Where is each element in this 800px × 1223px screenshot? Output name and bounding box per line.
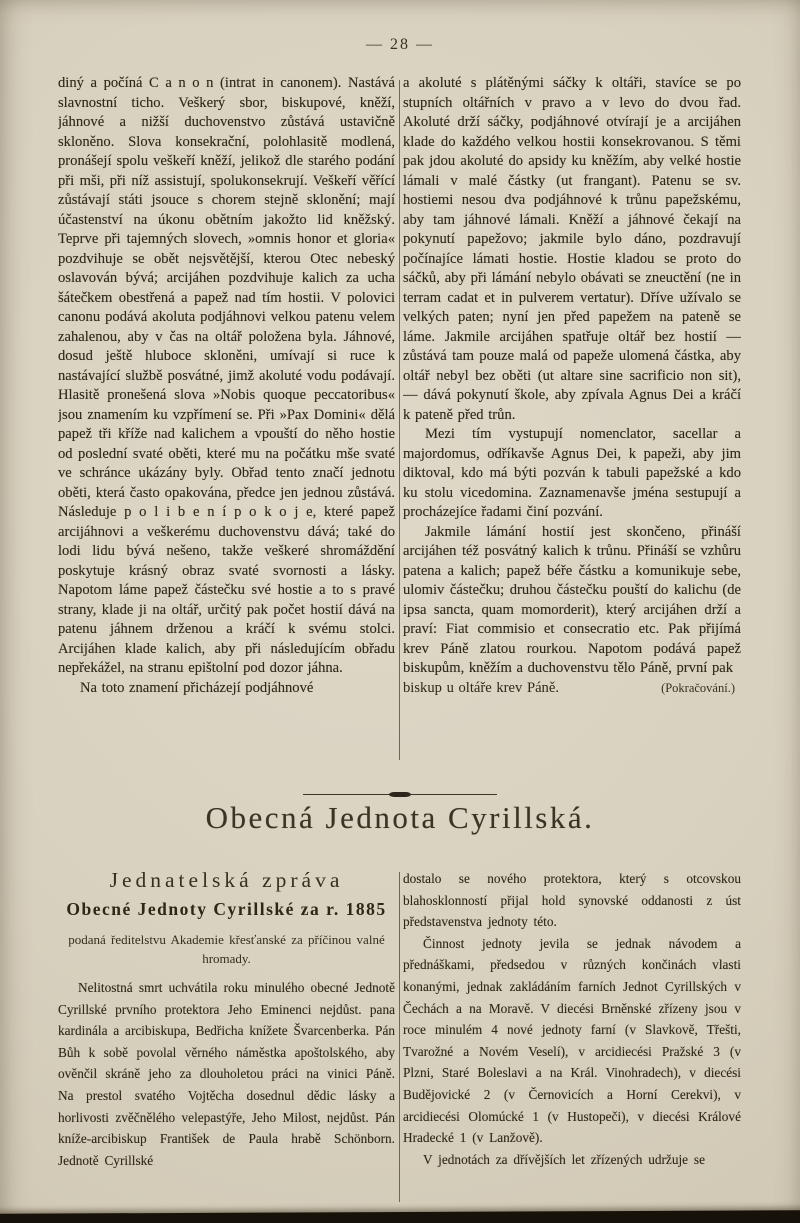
paragraph: Mezi tím vystupují nomenclator, sacellar a majordomus, odříkavše Agnus Dei, k papeži, aby jim diktoval, kdo má býti pozván k tabuli papežské a kdo ku stolu vicedomina. Zaznamenavše jména sestupují a procházejíce řadami činí pozvání. bbox=[403, 426, 741, 520]
continuation-note: (Pokračování.) bbox=[661, 680, 735, 695]
last-line-text: biskup u oltáře krev Páně. bbox=[403, 679, 559, 696]
paragraph: diný a počíná C a n o n (intrat in canonem). Nastává slavnostní ticho. Veškerý sbor, biskupové, kněží, jáhnové a nižší duchovenstvo zůstává ustavičně skloněno. Slova konsekrační, polohlasitě modlená, pronášejí spolu veškeří kněží, jelikož dle starého podání při mši, při níž assistují, spolukonsekrují. Veškeří věřící zůstávají státi jsouce s chorem stejně sklonění; mají účastenství na úkonu obětním jakožto lid kněžský. Teprve při tajemných slovech, »omnis honor et gloria« pozdvihuje se obět nejsvětější, kterou Otec nebeský oslavován bývá; arcijáhen pozdvihuje kalich za ucha šátečkem obestřená a papež nad tím hostii. V polovici canonu podává akoluta podjáhnovi velkou patenu velem zahalenou, aby v čas na oltář položena byla. Jáhnové, dosud ještě hluboce skloněni, umívají si ruce k nastávající službě posvátné, jimž akoluté vodu podávají. Hlasitě pronešená slova »Nobis quoque peccatoribus« jsou znamením ku vzpřímení se. Při »Pax Domini« dělá papež tři kříže nad kalichem a vpouští do něho hostie od poslední svaté oběti, které mu na počátku mše svaté ve schránce ukázány byly. Obřad tento značí jednotu oběti, která často opakována, předce jen jednou zůstává. Následuje p o l i b e n í p o k o j e, které papež arcijáhnovi a veškerému duchovenstvu dává; také do lodi lidu bývá nešeno, takže veškeré shromáždění poskytuje krásný obraz svaté svornosti a lásky. Napotom láme papež částečku své hostie a to s pravé strany, klade ji na oltář, určitý pak počet hostií dává na patenu jáhnem drženou a kráčí k svému stolci. Arcijáhen klade kalich, aby při následujícím obřadu nepřekážel, na stranu epištolní pod dozor jáhna. bbox=[58, 75, 395, 676]
paragraph: Nelitostná smrt uchvátila roku minulého obecné Jednotě Cyrillské prvního protektora Jeho Eminenci nejdůst. pana kardinála a arcibiskupa, Bedřicha knížete Švarcenberka. Pán Bůh k sobě povolal věrného náměstka apoštolského, aby ověnčil skráně jeho za dlouholetou práci na vinici Páně. Na prestol svatého Vojtěcha dosednul dědic lásky a horlivosti zvěčnělého velepastýře, Jeho Milost, nejdůst. Pán kníže-arcibiskup František de Paula hrabě Schönborn. Jednotě Cyrillské bbox=[58, 980, 395, 1168]
column-divider-rule bbox=[399, 80, 400, 760]
report-section bbox=[58, 868, 742, 1208]
section-title: Obecná Jednota Cyrillská. bbox=[205, 800, 595, 835]
top-right-column bbox=[403, 74, 741, 780]
book-edge-shadow bbox=[0, 1210, 800, 1223]
column-divider-rule bbox=[399, 872, 400, 1202]
paragraph: a akoluté s plátěnými sáčky k oltáři, stavíce se po stupních oltářních v pravo a v levo do dvou řad. Akoluté drží sáčky, podjáhnové otvírají je a arcijáhen klade do každého velkou hostii konsekrovanou. S těmi pak jdou akoluté do apsidy ku kněžím, aby velké hostie lámali v malé částky (ut frangant). Patenu se sv. hostiemi nesou dva podjáhnové k trůnu papežskému, aby tam jáhnové lámali. Kněží a jáhnové čekají na pokynutí papežovo; jakmile bylo dáno, pozdravují počínajíce lámati hostie. Hostie kladou se proto do sáčků, aby při lámání nebylo obávati se zneuctění (ne in terram cadat et in pulverem vertatur). Dříve užívalo se velkých paten; nyní jen před papežem na pateně se láme. Jakmile arcijáhen spatřuje oltář bez hostií — zůstává tam pouze malá od papeže ulomená částka, aby oltář nebyl bez oběti (ut altare sine sacrificio non sit), — dává pokynutí škole, aby zpívala Agnus Dei a kráčí k pateně před trůn. bbox=[403, 75, 741, 423]
bottom-left-column bbox=[58, 868, 395, 1208]
report-dedication: podaná ředitelstvu Akademie křesťanské za příčinou valné hromady. bbox=[68, 932, 385, 966]
paragraph: V jednotách za dřívějších let zřízených udržuje se bbox=[423, 1151, 705, 1167]
report-subheading-bold: Obecné Jednoty Cyrillské za r. 1885 bbox=[66, 899, 387, 919]
divider-line-left bbox=[303, 794, 391, 795]
paragraph: dostalo se nového protektora, který s otcovskou blahosklonností přijal hold synovské oddanosti z úst představenstva jednoty této. bbox=[403, 871, 741, 930]
paragraph: Na toto znamení přicházejí podjáhnové bbox=[80, 679, 314, 696]
divider-line-right bbox=[409, 794, 497, 795]
divider-diamond-icon bbox=[389, 792, 411, 797]
article-continuation-section bbox=[58, 74, 742, 780]
paragraph: Jakmile lámání hostií jest skončeno, přináší arcijáhen též posvátný kalich k trůnu. Přináší se vzhůru patena a kalich; papež béře částku a komunikuje sebe, ulomiv částečku; druhou částečku pouští do kalichu (de ipsa sancta, quam momorderit), který arcijáhen drží a praví: Fiat commisio et consecratio etc. Pak přijímá krev Páně zlatou rourkou. Napotom podává papež biskupům, kněžím a duchovenstvu tělo Páně, první pak bbox=[403, 523, 741, 676]
paragraph: Činnost jednoty jevila se jednak návodem a přednáškami, předsedou v různých končinách vlasti konanými, jednak zakládáním farních Jednot Cyrillských v Čechách a na Moravě. V diecési Brněnské zřízeny jsou v roce minulém 4 nové jednoty farní (v Slavkově, Třešti, Tvarožné a Novém Veselí), v arcidiecési Pražské 3 (v Plzni, Staré Boleslavi a na Král. Vinohradech), v diecési Budějovické 2 (v Černovicích a Horní Cerekvi), v arcidiecési Olomúcké 1 (v Hustopeči), v diecési Králové Hradecké 1 (v Lanžově). bbox=[403, 935, 741, 1146]
bottom-right-column bbox=[403, 868, 741, 1208]
page-number: — 28 — bbox=[366, 36, 434, 53]
ornamental-divider bbox=[0, 792, 800, 797]
article-end-line bbox=[403, 679, 741, 699]
report-heading: Jednatelská zpráva bbox=[109, 868, 344, 892]
top-left-column bbox=[58, 74, 395, 780]
